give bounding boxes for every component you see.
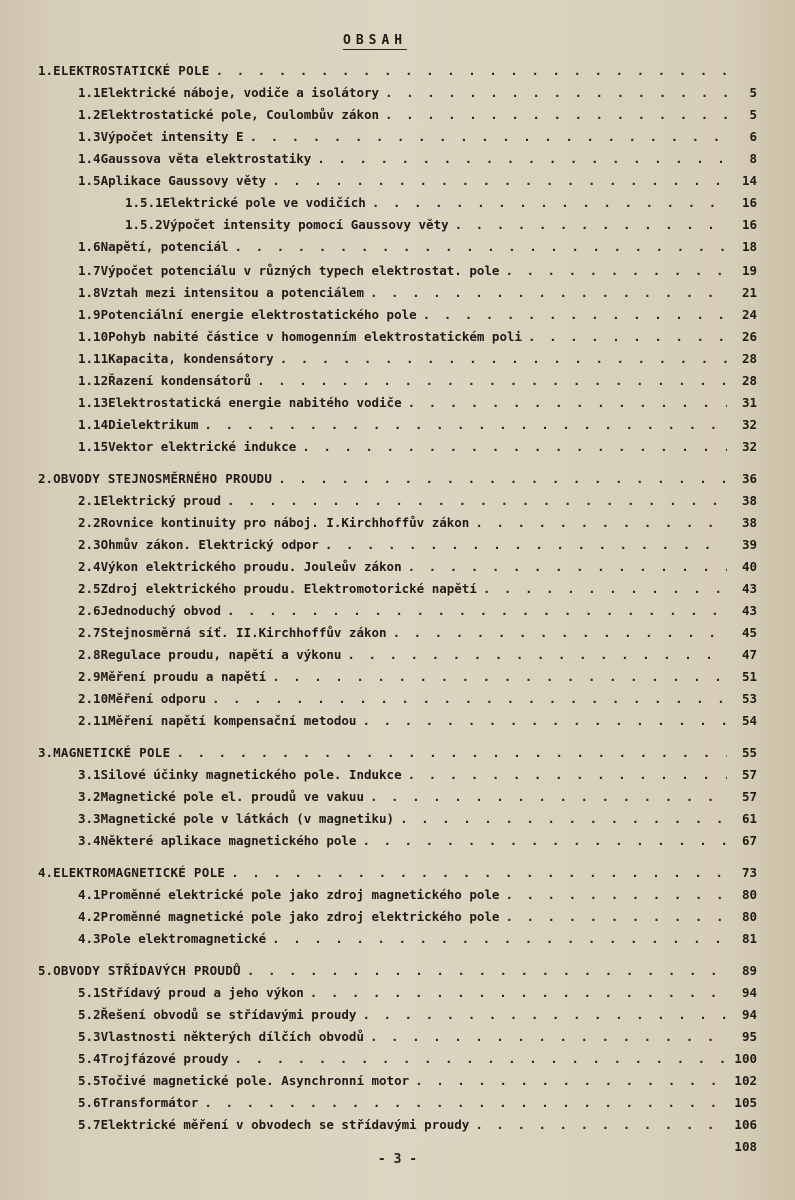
toc-number: 2.9: [78, 669, 101, 684]
toc-page-number: 19: [741, 263, 757, 278]
toc-entry: [78, 810, 757, 828]
toc-title: Dielektrikum: [108, 417, 199, 432]
toc-entry: [78, 766, 757, 784]
toc-page-number: 43: [741, 581, 757, 596]
toc-section: [38, 962, 757, 980]
toc-number: 4.3: [78, 931, 101, 946]
toc-title: Aplikace Gaussovy věty: [100, 173, 267, 188]
toc-entry: [78, 712, 757, 730]
toc-number: 1.11: [78, 351, 109, 366]
toc-entry: [125, 194, 757, 212]
toc-page-number: 32: [741, 439, 757, 454]
dot-leader: [227, 602, 727, 620]
toc-title: ELEKTROSTATICKÉ POLE: [53, 63, 210, 78]
toc-number: 4.2: [78, 909, 101, 924]
toc-page-number: 16: [741, 217, 757, 232]
toc-page-number: 95: [741, 1029, 757, 1044]
toc-title: Elektrické měření v obvodech se střídavými proudy: [100, 1117, 470, 1132]
toc-entry: [78, 624, 757, 642]
toc-page-number: 26: [741, 329, 757, 344]
toc-entry: [78, 438, 757, 456]
toc-number: 1.7: [78, 263, 101, 278]
dot-leader: [370, 1028, 727, 1046]
dot-leader: [227, 492, 727, 510]
dot-leader: [393, 624, 727, 642]
dot-leader: [528, 328, 727, 346]
toc-entry: [78, 886, 757, 904]
toc-page-number: 14: [741, 173, 757, 188]
toc-title: Jednoduchý obvod: [100, 603, 221, 618]
toc-page-number: 21: [741, 285, 757, 300]
toc-number: 1.12: [78, 373, 109, 388]
toc-page-number: 36: [741, 471, 757, 486]
toc-page-number: 105: [734, 1095, 757, 1110]
dot-leader: [216, 62, 727, 80]
toc-title: Napětí, potenciál: [100, 239, 229, 254]
toc-title: Řešení obvodů se střídavými proudy: [100, 1007, 357, 1022]
dot-leader: [455, 216, 727, 234]
toc-number: 2.5: [78, 581, 101, 596]
toc-page-number: 43: [741, 603, 757, 618]
dot-leader: [505, 262, 727, 280]
toc-number: 1.5: [78, 173, 101, 188]
toc-page-number: 57: [741, 767, 757, 782]
toc-title: OBVODY STŘÍDAVÝCH PROUDŮ: [53, 963, 241, 978]
toc-number: 1.1: [78, 85, 101, 100]
toc-number: 1.15: [78, 439, 109, 454]
toc-number: 2.7: [78, 625, 101, 640]
toc-entry: [78, 1006, 757, 1024]
toc-number: 5.1: [78, 985, 101, 1000]
toc-entry: [78, 172, 757, 190]
toc-number: 1.5.1: [125, 195, 163, 210]
toc-title: Některé aplikace magnetického pole: [100, 833, 357, 848]
toc-page-number: 55: [741, 745, 757, 760]
toc-number: 2.8: [78, 647, 101, 662]
dot-leader: [231, 864, 727, 882]
toc-section: [38, 744, 757, 762]
toc-page-number: 57: [741, 789, 757, 804]
toc-number: 2.10: [78, 691, 109, 706]
toc-entry: [78, 306, 757, 324]
toc-title: Měření proudu a napětí: [100, 669, 267, 684]
toc-title: Proměnné elektrické pole jako zdroj magnetického pole: [100, 887, 500, 902]
toc-title: Výpočet intensity E: [100, 129, 244, 144]
toc-page-number: 54: [741, 713, 757, 728]
toc-number: 3.: [38, 745, 54, 760]
dot-leader: [362, 832, 727, 850]
dot-leader: [370, 788, 727, 806]
toc-number: 4.1: [78, 887, 101, 902]
toc-page-number: 108: [734, 1139, 757, 1154]
toc-entry: [78, 788, 757, 806]
toc-title: ELEKTROMAGNETICKÉ POLE: [53, 865, 226, 880]
toc-title: Potenciální energie elektrostatického pole: [100, 307, 417, 322]
toc-page-number: 61: [741, 811, 757, 826]
toc-title: Výkon elektrického proudu. Jouleův zákon: [100, 559, 402, 574]
toc-number: 5.4: [78, 1051, 101, 1066]
toc-page-number: 89: [741, 963, 757, 978]
toc-page-number: 24: [741, 307, 757, 322]
dot-leader: [212, 690, 727, 708]
dot-leader: [347, 646, 727, 664]
dot-leader: [250, 128, 727, 146]
toc-page-number: 51: [741, 669, 757, 684]
dot-leader: [475, 1116, 727, 1134]
dot-leader: [362, 1006, 727, 1024]
dot-leader: [280, 350, 727, 368]
toc-entry: [78, 580, 757, 598]
toc-title: Magnetické pole v látkách (v magnetiku): [100, 811, 395, 826]
dot-leader: [247, 962, 727, 980]
toc-page-number: 28: [741, 351, 757, 366]
toc-title: Elektrické náboje, vodiče a isolátory: [100, 85, 380, 100]
toc-entry: [78, 690, 757, 708]
toc-entry: [78, 1116, 757, 1134]
dot-leader: [385, 106, 727, 124]
toc-page-number: 5: [749, 85, 757, 100]
dot-leader: [385, 84, 727, 102]
toc-page-number: 28: [741, 373, 757, 388]
toc-page-number: 73: [741, 865, 757, 880]
toc-entry: [78, 84, 757, 102]
toc-title: Střídavý proud a jeho výkon: [100, 985, 304, 1000]
toc-number: 5.5: [78, 1073, 101, 1088]
dot-leader: [370, 284, 727, 302]
toc-page-number: 38: [741, 515, 757, 530]
toc-number: 1.6: [78, 239, 101, 254]
toc-entry: [78, 602, 757, 620]
toc-title: Magnetické pole el. proudů ve vakuu: [100, 789, 364, 804]
toc-title: Elektrický proud: [100, 493, 221, 508]
toc-title: Točivé magnetické pole. Asynchronní motor: [100, 1073, 410, 1088]
toc-title: Ohmův zákon. Elektrický odpor: [100, 537, 319, 552]
toc-entry: [78, 238, 757, 256]
toc-number: 1.2: [78, 107, 101, 122]
dot-leader: [408, 766, 727, 784]
toc-number: 3.2: [78, 789, 101, 804]
toc-entry: [78, 984, 757, 1002]
toc-entry: [78, 328, 757, 346]
toc-number: 3.1: [78, 767, 101, 782]
toc-number: 1.14: [78, 417, 109, 432]
dot-leader: [302, 438, 727, 456]
toc-title: Trojfázové proudy: [100, 1051, 229, 1066]
toc-title: Proměnné magnetické pole jako zdroj elektrického pole: [100, 909, 500, 924]
toc-page-number: 106: [734, 1117, 757, 1132]
dot-leader: [483, 580, 727, 598]
toc-entry: [78, 262, 757, 280]
toc-number: 4.: [38, 865, 54, 880]
page-number-footer: - 3 -: [377, 1152, 418, 1167]
toc-page-number: 81: [741, 931, 757, 946]
toc-title: Měření napětí kompensační metodou: [108, 713, 357, 728]
toc-number: 2.3: [78, 537, 101, 552]
toc-title: Stejnosměrná síť. II.Kirchhoffův zákon: [100, 625, 387, 640]
toc-title: Elektrostatická energie nabitého vodiče: [108, 395, 402, 410]
toc-number: 5.3: [78, 1029, 101, 1044]
toc-entry: [78, 1028, 757, 1046]
toc-page-number: 94: [741, 985, 757, 1000]
dot-leader: [415, 1072, 727, 1090]
toc-page-number: 39: [741, 537, 757, 552]
toc-title: Transformátor: [100, 1095, 199, 1110]
toc-page-number: 38: [741, 493, 757, 508]
toc-page-number: 18: [741, 239, 757, 254]
toc-entry: [78, 908, 757, 926]
toc-page-number: 100: [734, 1051, 757, 1066]
toc-entry: [78, 536, 757, 554]
toc-title: Zdroj elektrického proudu. Elektromotorické napětí: [100, 581, 477, 596]
toc-number: 1.: [38, 63, 54, 78]
toc-entry: [78, 514, 757, 532]
toc-entry: [78, 284, 757, 302]
toc-number: 2.2: [78, 515, 101, 530]
dot-leader: [176, 744, 727, 762]
toc-entry: [78, 1050, 757, 1068]
dot-leader: [272, 930, 727, 948]
toc-title: Elektrostatické pole, Coulombův zákon: [100, 107, 380, 122]
dot-leader: [204, 1094, 727, 1112]
toc-page-number: 6: [749, 129, 757, 144]
dot-leader: [235, 1050, 727, 1068]
toc-title: Gaussova věta elektrostatiky: [100, 151, 312, 166]
dot-leader: [272, 172, 727, 190]
toc-number: 3.4: [78, 833, 101, 848]
toc-entry: [78, 668, 757, 686]
toc-title: Výpočet intensity pomocí Gaussovy věty: [162, 217, 449, 232]
toc-number: 1.3: [78, 129, 101, 144]
dot-leader: [408, 394, 727, 412]
toc-entry: [78, 106, 757, 124]
toc-number: 1.9: [78, 307, 101, 322]
toc-page-number: 32: [741, 417, 757, 432]
dot-leader: [317, 150, 727, 168]
toc-section: [38, 62, 757, 80]
toc-title: Měření odporu: [108, 691, 206, 706]
toc-number: 2.6: [78, 603, 101, 618]
toc-title: Rovnice kontinuity pro náboj. I.Kirchhoffův zákon: [100, 515, 470, 530]
toc-title: Vlastnosti některých dílčích obvodů: [100, 1029, 364, 1044]
toc-entry: [125, 216, 757, 234]
toc-number: 5.6: [78, 1095, 101, 1110]
toc-number: 3.3: [78, 811, 101, 826]
toc-number: 2.1: [78, 493, 101, 508]
dot-leader: [235, 238, 727, 256]
toc-title: Výpočet potenciálu v různých typech elektrostat. pole: [100, 263, 500, 278]
toc-title: Silové účinky magnetického pole. Indukce: [100, 767, 402, 782]
toc-section: [38, 470, 757, 488]
toc-entry: [78, 394, 757, 412]
toc-entry: [78, 930, 757, 948]
dot-leader: [505, 908, 727, 926]
toc-entry: [78, 350, 757, 368]
toc-number: 1.4: [78, 151, 101, 166]
toc-number: 2.4: [78, 559, 101, 574]
toc-section: [38, 864, 757, 882]
dot-leader: [325, 536, 727, 554]
toc-page-number: 45: [741, 625, 757, 640]
toc-page-number: 102: [734, 1073, 757, 1088]
toc-page-number: 94: [741, 1007, 757, 1022]
toc-title: Pohyb nabité částice v homogenním elektrostatickém poli: [108, 329, 523, 344]
toc-number: 1.8: [78, 285, 101, 300]
toc-entry: [78, 1094, 757, 1112]
toc-title: Kapacita, kondensátory: [108, 351, 274, 366]
toc-title: MAGNETICKÉ POLE: [53, 745, 171, 760]
toc-page-number: 31: [741, 395, 757, 410]
toc-entry: [78, 416, 757, 434]
dot-leader: [204, 416, 727, 434]
dot-leader: [310, 984, 727, 1002]
toc-page-number: 8: [749, 151, 757, 166]
toc-entry: [78, 646, 757, 664]
toc-title: Vektor elektrické indukce: [108, 439, 297, 454]
toc-page-number: 40: [741, 559, 757, 574]
toc-entry: [78, 372, 757, 390]
dot-leader: [408, 558, 727, 576]
toc-number: 5.2: [78, 1007, 101, 1022]
toc-page-number: 53: [741, 691, 757, 706]
toc-title: Vztah mezi intensitou a potenciálem: [100, 285, 364, 300]
toc-number: 5.7: [78, 1117, 101, 1132]
toc-page-number: 47: [741, 647, 757, 662]
toc-entry: [78, 128, 757, 146]
toc-title: OBVODY STEJNOSMĚRNÉHO PROUDU: [53, 471, 273, 486]
toc-number: 1.13: [78, 395, 109, 410]
dot-leader: [475, 514, 727, 532]
dot-leader: [257, 372, 727, 390]
toc-number: 1.10: [78, 329, 109, 344]
toc-number: 1.5.2: [125, 217, 163, 232]
page-title: OBSAH: [343, 33, 408, 48]
toc-number: 5.: [38, 963, 54, 978]
dot-leader: [372, 194, 727, 212]
toc-title: Regulace proudu, napětí a výkonu: [100, 647, 342, 662]
toc-page-number: 67: [741, 833, 757, 848]
toc-entry: [78, 832, 757, 850]
toc-title: Pole elektromagnetické: [100, 931, 267, 946]
toc-entry: [78, 492, 757, 510]
toc-page-number: 16: [741, 195, 757, 210]
toc-number: 2.11: [78, 713, 109, 728]
toc-entry: [78, 150, 757, 168]
toc-number: 2.: [38, 471, 54, 486]
toc-page-number: 5: [749, 107, 757, 122]
dot-leader: [505, 886, 727, 904]
toc-title: Elektrické pole ve vodičích: [162, 195, 366, 210]
toc-entry: [78, 558, 757, 576]
toc-page-number: 80: [741, 909, 757, 924]
dot-leader: [278, 470, 727, 488]
toc-entry: [78, 1072, 757, 1090]
dot-leader: [362, 712, 727, 730]
dot-leader: [272, 668, 727, 686]
dot-leader: [400, 810, 727, 828]
dot-leader: [423, 306, 727, 324]
toc-title: Řazení kondensátorů: [108, 373, 252, 388]
toc-page-number: 80: [741, 887, 757, 902]
